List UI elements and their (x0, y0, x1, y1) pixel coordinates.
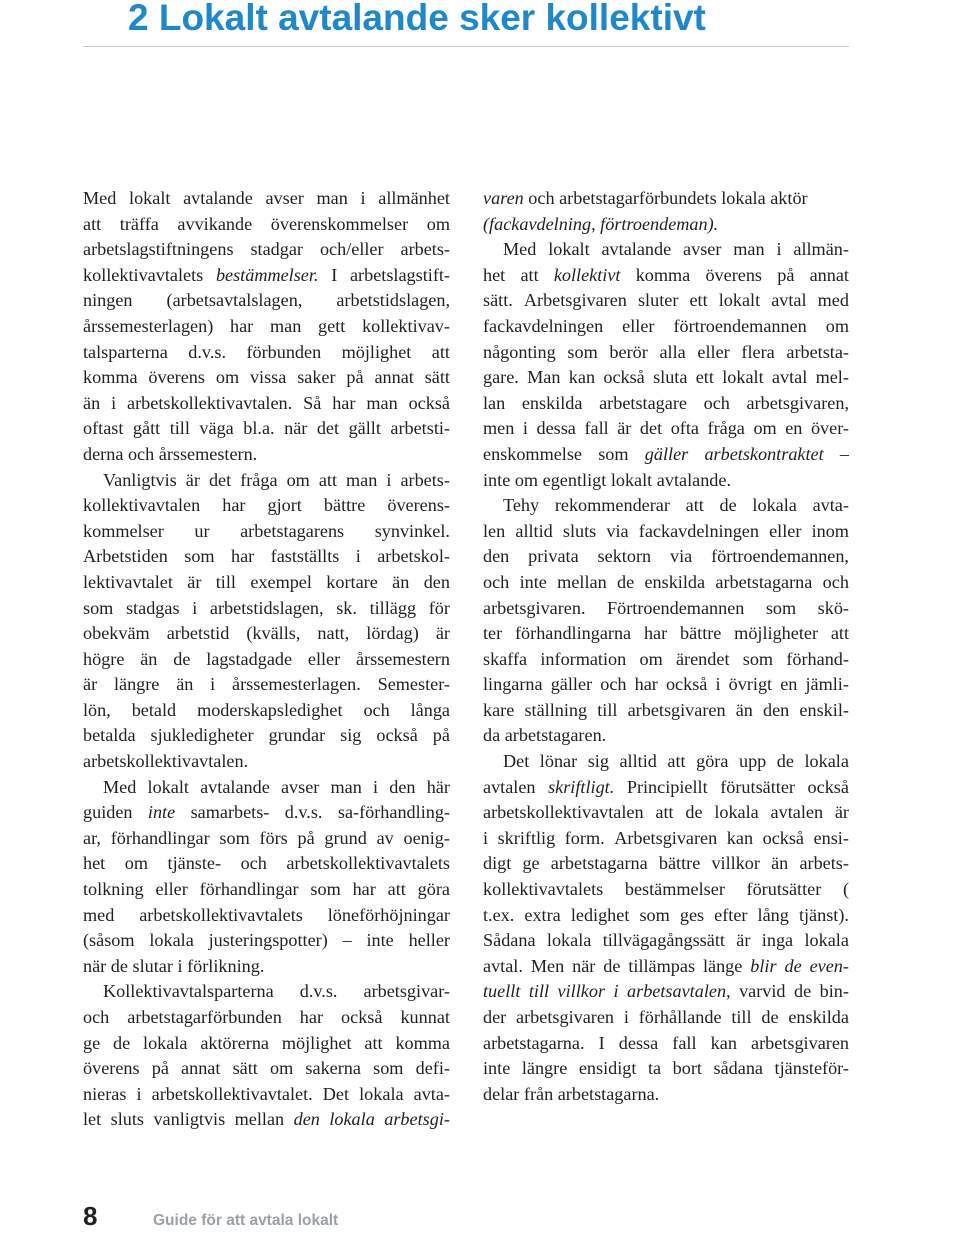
text-line: och arbetstagarförbunden har också kunnat (83, 1007, 450, 1027)
text-line: lingarna gäller och har också i övrigt en jämli- (483, 674, 849, 695)
text-line: ge de lokala aktörerna möjlighet att komma (83, 1032, 450, 1053)
text-line: fackavdelningen eller förtroendemannen om (483, 315, 849, 336)
text-line: och inte mellan de enskilda arbetstagarna och (483, 571, 849, 592)
text-line: let sluts vanligtvis mellan den lokala arbetsgi- (83, 1109, 450, 1130)
text-column-left (83, 186, 450, 1133)
text-line: Kollektivavtalsparterna d.v.s. arbetsgivar- (103, 981, 450, 1002)
text-line: avtal. Men när de tillämpas länge blir de even- (483, 955, 849, 976)
text-line: der arbetsgivaren i förhållande till de enskilda (483, 1007, 849, 1027)
text-line: arbetskollektivavtalen att de lokala avtalen är (483, 802, 849, 823)
text-line: talsparterna d.v.s. förbunden möjlighet att (83, 341, 450, 362)
text-line: kommelser ur arbetstagarens synvinkel. (83, 520, 450, 541)
text-line: kare ställning till arbetsgivaren än den enskil- (483, 699, 849, 720)
text-line: inte längre ensidigt ta bort sådana tjänsteför- (483, 1058, 849, 1079)
text-line: t.ex. extra ledighet som ges efter lång tjänst). (483, 904, 849, 925)
text-line: ar, förhandlingar som förs på grund av oenig- (83, 827, 450, 848)
text-line: arbetskollektivavtalen. (83, 751, 249, 772)
text-line: arbetslagstiftningens stadgar och/eller arbets- (83, 239, 450, 260)
text-line: än i arbetskollektivavtalen. Så har man också (83, 392, 450, 413)
text-line: att träffa avvikande överenskommelser om (83, 213, 450, 234)
text-line: het om tjänste- och arbetskollektivavtalets (83, 853, 450, 874)
text-line: ningen (arbetsavtalslagen, arbetstidslagen, (83, 290, 450, 311)
footer-title: Guide för att avtala lokalt (153, 1212, 339, 1229)
text-line: när de slutar i förlikning. (83, 955, 265, 976)
text-line: kollektivavtalets bestämmelser. I arbetslagstift- (83, 264, 450, 285)
text-line: sätt. Arbetsgivaren sluter ett lokalt avtal med (483, 290, 849, 311)
text-line: överens på annat sätt om sakerna som defi- (83, 1058, 450, 1079)
text-line: med arbetskollektivavtalets löneförhöjningar (83, 904, 450, 925)
text-line: delar från arbetstagarna. (483, 1083, 660, 1104)
text-line: het att kollektivt komma överens på annat (483, 264, 849, 285)
text-line: tolkning eller förhandlingar som har att göra (83, 879, 450, 900)
text-line: komma överens om vissa saker på annat sätt (83, 367, 450, 388)
text-line: Tehy rekommenderar att de lokala avta- (503, 495, 849, 516)
text-line: lektivavtalet är till exempel kortare än den (83, 571, 450, 592)
text-line: arbetsgivaren. Förtroendemannen som skö- (483, 597, 849, 618)
text-line: som stadgas i arbetstidslagen, sk. tillägg för (83, 597, 450, 618)
text-line: Arbetstiden som har fastställts i arbetskol- (83, 546, 450, 567)
text-line: lan enskilda arbetstagare och arbetsgivaren, (483, 392, 849, 413)
text-line: Vanligtvis är det fråga om att man i arbets- (103, 469, 450, 490)
text-line: tuellt till villkor i arbetsavtalen, varvid de bin- (483, 981, 849, 1002)
text-line: den privata sektorn via förtroendemannen, (483, 546, 849, 567)
text-line: Med lokalt avtalande avser man i allmänhet (83, 188, 450, 208)
text-line: (såsom lokala justeringspotter) – inte heller (83, 930, 450, 951)
text-line: högre än de lagstadgade eller årssemestern (83, 648, 450, 669)
text-line: guiden inte samarbets- d.v.s. sa-förhandling- (83, 802, 450, 823)
text-line: len alltid sluts via fackavdelningen eller inom (483, 520, 849, 541)
text-line: ter förhandlingarna har bättre möjligheter att (483, 623, 849, 644)
text-line: betalda sjukledigheter grundar sig också på (83, 725, 450, 746)
title-divider (83, 46, 849, 47)
chapter-title: 2 Lokalt avtalande sker kollektivt (128, 0, 706, 38)
text-line: kollektivavtalets bestämmelser förutsätter ( (483, 879, 849, 900)
text-line: men i dessa fall är det ofta fråga om en över- (483, 418, 849, 439)
text-line: arbetstagarna. I dessa fall kan arbetsgivaren (483, 1032, 849, 1053)
text-line: kollektivavtalen har gjort bättre överens- (83, 495, 450, 516)
text-line: i skriftlig form. Arbetsgivaren kan också ensi- (483, 827, 849, 848)
text-line: obekväm arbetstid (kvälls, natt, lördag) är (83, 623, 450, 644)
text-line: oftast gått till väga bl.a. när det gällt arbetsti- (83, 418, 450, 439)
text-line: da arbetstagaren. (483, 725, 607, 746)
text-line: inte om egentligt lokalt avtalande. (483, 469, 732, 490)
text-line: skaffa information om ärendet som förhand- (483, 648, 849, 669)
text-line: Det lönar sig alltid att göra upp de lokala (503, 751, 849, 772)
text-line: lön, betald moderskapsledighet och långa (83, 699, 450, 720)
text-column-right (483, 186, 849, 1107)
text-line: Med lokalt avtalande avser man i den här (103, 776, 450, 797)
text-line: avtalen skriftligt. Principiellt förutsätter också (483, 776, 849, 797)
text-line: Med lokalt avtalande avser man i allmän- (503, 239, 849, 260)
text-line: varen och arbetstagarförbundets lokala aktör (483, 188, 808, 208)
text-line: enskommelse som gäller arbetskontraktet – (483, 443, 849, 464)
text-line: derna och årssemestern. (83, 443, 258, 464)
text-line: (fackavdelning, förtroendeman). (483, 213, 719, 234)
page-number: 8 (83, 1201, 98, 1231)
text-line: gare. Man kan också sluta ett lokalt avtal mel- (483, 367, 849, 388)
text-line: Sådana lokala tillvägagångssätt är inga lokala (483, 930, 849, 951)
text-line: nieras i arbetskollektivavtalet. Det lokala avta- (83, 1083, 450, 1104)
text-line: digt ge arbetstagarna bättre villkor än arbets- (483, 853, 849, 874)
page-footer (83, 1201, 338, 1232)
text-line: årssemesterlagen) har man gett kollektivav- (83, 315, 450, 336)
text-line: någonting som berör alla eller flera arbetsta- (483, 341, 849, 362)
text-line: är längre än i årssemesterlagen. Semester- (83, 674, 450, 695)
